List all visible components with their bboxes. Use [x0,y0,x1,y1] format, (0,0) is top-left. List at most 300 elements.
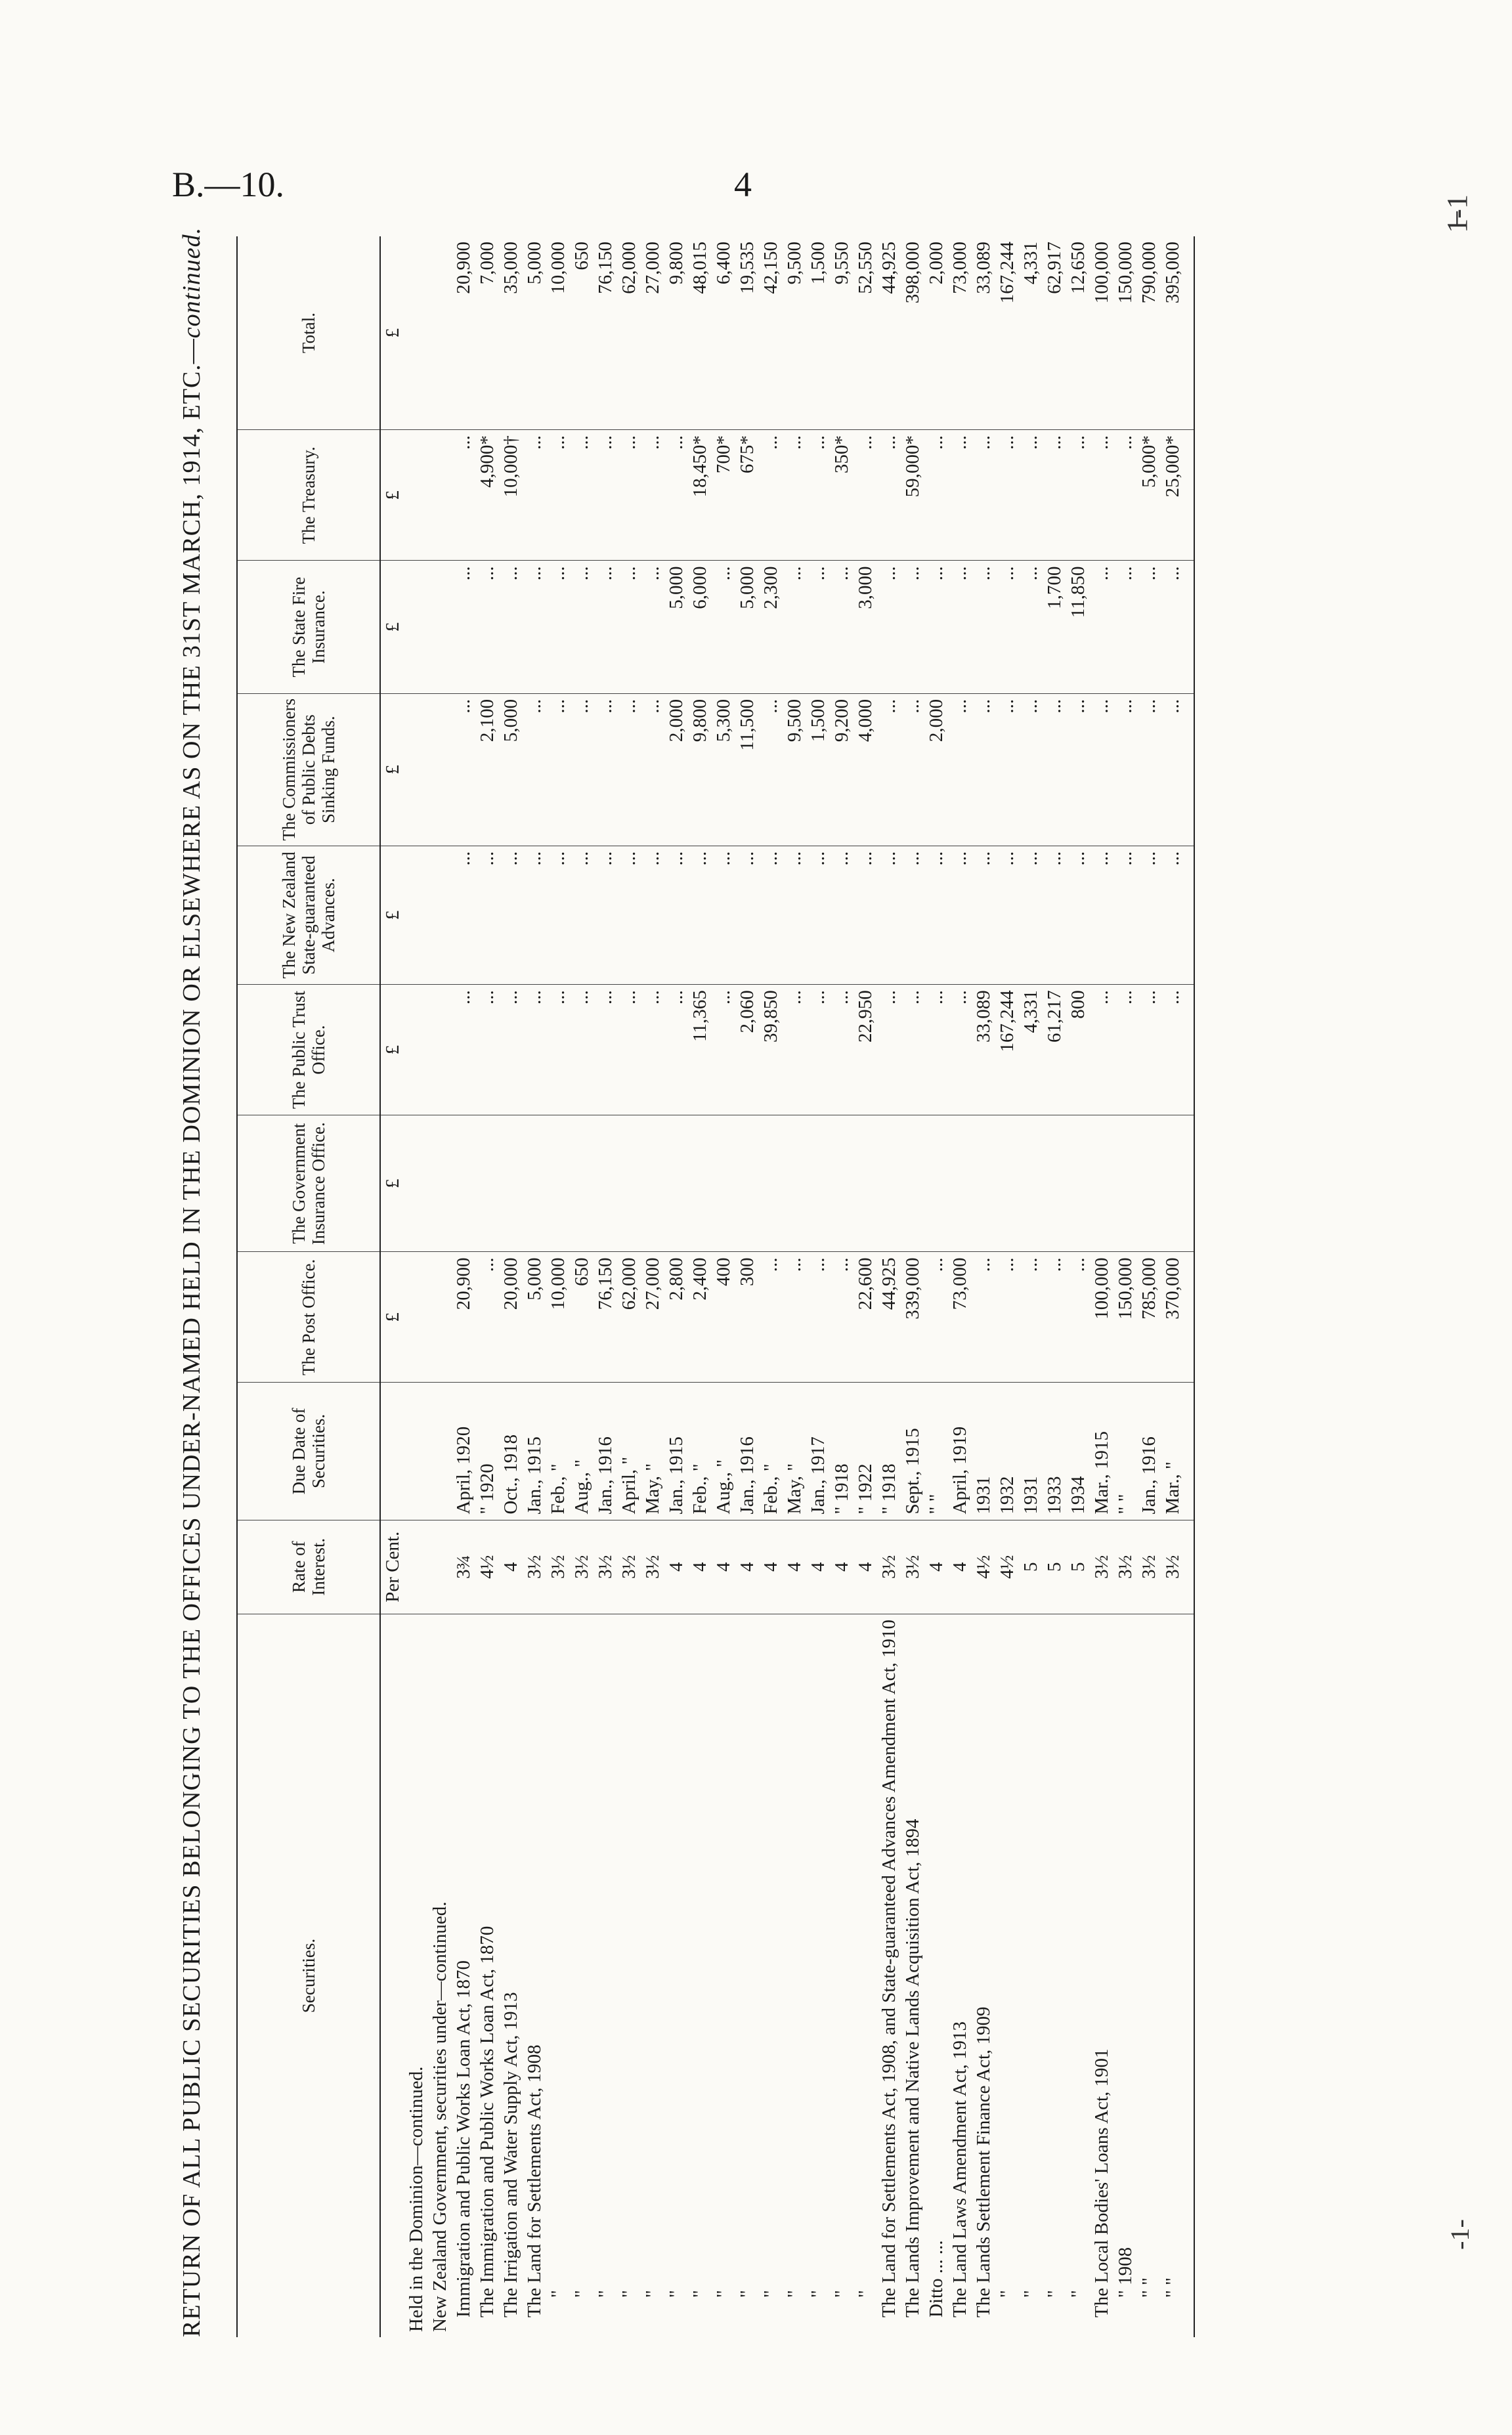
unit-govt-insurance: £ [380,1115,404,1252]
cell-post-office: 62,000 [617,1252,641,1383]
cell-rate: 4½ [972,1520,995,1614]
cell-treasury: ... [1090,430,1113,561]
cell-commissioners: ... [617,693,641,846]
cell-post-office: 44,925 [877,1252,901,1383]
cell-due-date: May, " [641,1383,664,1520]
cell-govt-insurance [546,1115,570,1252]
cell-commissioners: ... [1043,693,1066,846]
section-nzg-label: New Zealand Government, securities under—continued. [429,1901,450,2332]
cell-commissioners: ... [1161,693,1194,846]
cell-nz-state: ... [688,846,712,985]
cell-securities: " " [1161,1614,1194,2337]
cell-state-fire: ... [523,561,546,693]
cell-state-fire: 11,850 [1066,561,1090,693]
cell-public-trust: ... [830,985,853,1115]
cell-commissioners: 4,000 [853,693,877,846]
cell-rate: 3½ [1161,1520,1194,1614]
unit-post-office: £ [380,1252,404,1383]
cell-post-office: 300 [735,1252,759,1383]
cell-total: 395,000 [1161,236,1194,430]
cell-securities: The Irrigation and Water Supply Act, 1913 [500,1992,521,2317]
cell-post-office: 2,800 [664,1252,688,1383]
table-row [759,236,783,2337]
cell-due-date: 1934 [1066,1383,1090,1520]
cell-commissioners: ... [995,693,1019,846]
cell-securities: " [831,2290,852,2298]
cell-govt-insurance [995,1115,1019,1252]
cell-total: 76,150 [594,236,617,430]
cell-treasury: ... [924,430,948,561]
cell-securities: " [1044,2290,1065,2298]
cell-commissioners: ... [901,693,924,846]
cell-total: 1,500 [806,236,830,430]
cell-govt-insurance [452,1115,475,1252]
cell-total: 12,650 [1066,236,1090,430]
cell-govt-insurance [972,1115,995,1252]
cell-due-date: Feb., " [759,1383,783,1520]
cell-state-fire: 5,000 [664,561,688,693]
cell-govt-insurance [499,1115,523,1252]
cell-treasury: ... [759,430,783,561]
cell-treasury: ... [1066,430,1090,561]
table-row [523,236,546,2337]
cell-state-fire: 5,000 [735,561,759,693]
rotated-table-page [177,226,1346,2337]
cell-securities: " [666,2290,687,2298]
section-held-label: Held in the Dominion—continued. [406,2066,427,2332]
cell-securities: " " [1138,2277,1159,2298]
cell-securities: Ditto ... ... [926,2240,947,2317]
cell-rate: 4½ [995,1520,1019,1614]
cell-post-office: ... [759,1252,783,1383]
cell-commissioners: ... [523,693,546,846]
cell-securities: " [855,2290,876,2298]
cell-due-date: Mar., 1915 [1090,1383,1113,1520]
cell-public-trust: ... [806,985,830,1115]
cell-govt-insurance [1113,1115,1137,1252]
cell-due-date: Feb., " [546,1383,570,1520]
cell-securities: " [642,2290,663,2298]
cell-nz-state: ... [924,846,948,985]
cell-state-fire: ... [570,561,594,693]
table-row [783,236,806,2337]
cell-securities: The Land for Settlements Act, 1908, and State-guaranteed Advances Amendment Act, 1910 [878,1619,899,2317]
cell-securities: " [618,2290,639,2298]
cell-rate: 3½ [877,1520,901,1614]
cell-post-office: 22,600 [853,1252,877,1383]
cell-public-trust: ... [617,985,641,1115]
cell-rate: 3¾ [452,1520,475,1614]
cell-govt-insurance [1043,1115,1066,1252]
unit-nz-state: £ [380,846,404,985]
cell-commissioners: 1,500 [806,693,830,846]
cell-securities: " [737,2290,758,2298]
cell-securities: " [1020,2290,1041,2298]
cell-state-fire: ... [1019,561,1043,693]
cell-securities: The Lands Improvement and Native Lands Acquisition Act, 1894 [902,1819,923,2317]
cell-state-fire: ... [830,561,853,693]
table-title-continued: continued. [178,226,205,339]
cell-state-fire: ... [1113,561,1137,693]
cell-state-fire: ... [995,561,1019,693]
cell-govt-insurance [617,1115,641,1252]
cell-govt-insurance [570,1115,594,1252]
cell-due-date: Jan., 1916 [594,1383,617,1520]
cell-govt-insurance [1019,1115,1043,1252]
cell-rate: 4 [806,1520,830,1614]
cell-nz-state: ... [712,846,735,985]
table-body [380,236,1194,2337]
cell-state-fire: ... [641,561,664,693]
cell-treasury: ... [594,430,617,561]
cell-post-office: ... [1019,1252,1043,1383]
cell-state-fire: ... [499,561,523,693]
cell-treasury: ... [853,430,877,561]
cell-nz-state: ... [1019,846,1043,985]
cell-nz-state: ... [1043,846,1066,985]
cell-due-date: May, " [783,1383,806,1520]
table-row [901,236,924,2337]
cell-due-date: 1932 [995,1383,1019,1520]
table-row [948,236,972,2337]
cell-total: 7,000 [475,236,499,430]
cell-nz-state: ... [948,846,972,985]
cell-total: 27,000 [641,236,664,430]
cell-state-fire: ... [948,561,972,693]
cell-nz-state: ... [523,846,546,985]
cell-state-fire: ... [877,561,901,693]
cell-post-office: 100,000 [1090,1252,1113,1383]
cell-state-fire: ... [475,561,499,693]
cell-total: 9,800 [664,236,688,430]
unit-treasury: £ [380,430,404,561]
cell-treasury: ... [1019,430,1043,561]
cell-rate: 4 [924,1520,948,1614]
cell-commissioners: ... [948,693,972,846]
cell-treasury: 675* [735,430,759,561]
cell-post-office: 76,150 [594,1252,617,1383]
cell-public-trust: ... [570,985,594,1115]
cell-treasury: ... [523,430,546,561]
col-treasury: The Treasury. [237,430,380,561]
cell-nz-state: ... [641,846,664,985]
page-header [0,164,1512,217]
col-rate: Rate of Interest. [237,1520,380,1614]
table-row [570,236,594,2337]
cell-public-trust: ... [1137,985,1161,1115]
cell-govt-insurance [641,1115,664,1252]
cell-securities: " [689,2290,710,2298]
cell-due-date: Mar., " [1161,1383,1194,1520]
cell-treasury: 700* [712,430,735,561]
cell-nz-state: ... [853,846,877,985]
table-row [688,236,712,2337]
cell-due-date: Aug., " [570,1383,594,1520]
cell-govt-insurance [759,1115,783,1252]
table-row [1090,236,1113,2337]
cell-securities: " [713,2290,734,2298]
cell-commissioners: 5,300 [712,693,735,846]
cell-due-date: " 1918 [877,1383,901,1520]
cell-post-office: 2,400 [688,1252,712,1383]
cell-total: 48,015 [688,236,712,430]
cell-rate: 4 [759,1520,783,1614]
table-row [641,236,664,2337]
cell-rate: 4 [948,1520,972,1614]
col-public-trust: The Public Trust Office. [237,985,380,1115]
table-row [877,236,901,2337]
cell-public-trust: 800 [1066,985,1090,1115]
cell-commissioners: 9,800 [688,693,712,846]
cell-nz-state: ... [972,846,995,985]
cell-total: 398,000 [901,236,924,430]
cell-total: 2,000 [924,236,948,430]
table-row [617,236,641,2337]
cell-commissioners: ... [1066,693,1090,846]
cell-securities: The Land Laws Amendment Act, 1913 [949,2021,970,2317]
cell-public-trust: ... [1090,985,1113,1115]
cell-rate: 5 [1043,1520,1066,1614]
section-row [404,236,428,2337]
cell-commissioners: ... [570,693,594,846]
cell-rate: 3½ [523,1520,546,1614]
table-row [1137,236,1161,2337]
cell-due-date: April, 1920 [452,1383,475,1520]
cell-nz-state: ... [617,846,641,985]
cell-govt-insurance [664,1115,688,1252]
cell-nz-state: ... [735,846,759,985]
cell-total: 4,331 [1019,236,1043,430]
cell-treasury: ... [972,430,995,561]
cell-public-trust: ... [664,985,688,1115]
cell-post-office: ... [972,1252,995,1383]
cell-nz-state: ... [759,846,783,985]
cell-rate: 3½ [1090,1520,1113,1614]
cell-due-date: Jan., 1916 [1137,1383,1161,1520]
cell-securities: The Immigration and Public Works Loan Act, 1870 [477,1926,498,2317]
cell-public-trust: ... [877,985,901,1115]
cell-govt-insurance [1137,1115,1161,1252]
cell-post-office: 650 [570,1252,594,1383]
cell-commissioners: ... [1137,693,1161,846]
cell-due-date: " " [924,1383,948,1520]
cell-securities: " [760,2290,781,2298]
cell-rate: 3½ [1137,1520,1161,1614]
cell-state-fire: ... [783,561,806,693]
cell-nz-state: ... [499,846,523,985]
col-govt-insurance: The Government Insurance Office. [237,1115,380,1252]
margin-mark: 1̶-1 [1440,194,1473,233]
cell-post-office: ... [806,1252,830,1383]
cell-treasury: ... [452,430,475,561]
cell-govt-insurance [853,1115,877,1252]
cell-securities: Immigration and Public Works Loan Act, 1870 [453,1960,474,2317]
cell-post-office: 400 [712,1252,735,1383]
cell-public-trust: ... [712,985,735,1115]
page-reference: B.—10. [172,165,285,204]
cell-public-trust: ... [1161,985,1194,1115]
cell-due-date: Jan., 1917 [806,1383,830,1520]
cell-total: 62,000 [617,236,641,430]
cell-total: 6,400 [712,236,735,430]
cell-treasury: ... [1043,430,1066,561]
cell-commissioners: 2,100 [475,693,499,846]
cell-public-trust: ... [594,985,617,1115]
col-total: Total. [237,236,380,430]
cell-total: 35,000 [499,236,523,430]
cell-commissioners: 2,000 [924,693,948,846]
unit-rate: Per Cent. [380,1520,404,1614]
cell-rate: 5 [1066,1520,1090,1614]
cell-public-trust: ... [452,985,475,1115]
cell-nz-state: ... [475,846,499,985]
cell-rate: 3½ [641,1520,664,1614]
table-row [475,236,499,2337]
table-row [452,236,475,2337]
cell-govt-insurance [1161,1115,1194,1252]
cell-commissioners: 5,000 [499,693,523,846]
cell-treasury: 5,000* [1137,430,1161,561]
cell-due-date: Jan., 1916 [735,1383,759,1520]
cell-rate: 4 [783,1520,806,1614]
cell-govt-insurance [712,1115,735,1252]
cell-state-fire: ... [452,561,475,693]
cell-nz-state: ... [877,846,901,985]
table-row [1161,236,1194,2337]
table-row [712,236,735,2337]
margin-mark: -1- [1444,2219,1475,2250]
cell-nz-state: ... [806,846,830,985]
cell-nz-state: ... [1161,846,1194,985]
cell-total: 5,000 [523,236,546,430]
table-row [853,236,877,2337]
section-row [428,236,452,2337]
cell-treasury: ... [948,430,972,561]
cell-govt-insurance [901,1115,924,1252]
cell-rate: 4 [853,1520,877,1614]
cell-treasury: 25,000* [1161,430,1194,561]
cell-treasury: 59,000* [901,430,924,561]
cell-post-office: ... [1066,1252,1090,1383]
table-title [177,226,230,2337]
cell-post-office: ... [783,1252,806,1383]
cell-commissioners: 11,500 [735,693,759,846]
cell-nz-state: ... [995,846,1019,985]
cell-govt-insurance [523,1115,546,1252]
cell-public-trust: ... [546,985,570,1115]
cell-post-office: 20,000 [499,1252,523,1383]
cell-state-fire: 3,000 [853,561,877,693]
cell-state-fire: ... [806,561,830,693]
cell-treasury: ... [995,430,1019,561]
cell-nz-state: ... [664,846,688,985]
cell-commissioners: ... [759,693,783,846]
securities-table [236,236,1195,2337]
cell-commissioners: ... [1113,693,1137,846]
cell-public-trust: ... [924,985,948,1115]
col-post-office: The Post Office. [237,1252,380,1383]
unit-state-fire: £ [380,561,404,693]
cell-post-office: ... [830,1252,853,1383]
table-row [830,236,853,2337]
cell-securities: " [997,2290,1018,2298]
cell-nz-state: ... [783,846,806,985]
cell-govt-insurance [948,1115,972,1252]
cell-commissioners: ... [641,693,664,846]
cell-rate: 4 [735,1520,759,1614]
cell-total: 20,900 [452,236,475,430]
cell-public-trust: 2,060 [735,985,759,1115]
cell-nz-state: ... [1137,846,1161,985]
cell-state-fire: ... [1137,561,1161,693]
cell-total: 790,000 [1137,236,1161,430]
table-row [735,236,759,2337]
cell-treasury: ... [783,430,806,561]
cell-due-date: Sept., 1915 [901,1383,924,1520]
cell-post-office: ... [475,1252,499,1383]
cell-treasury: 350* [830,430,853,561]
cell-nz-state: ... [546,846,570,985]
cell-total: 19,535 [735,236,759,430]
cell-treasury: ... [877,430,901,561]
cell-post-office: ... [924,1252,948,1383]
cell-rate: 4 [688,1520,712,1614]
cell-securities: " [808,2290,829,2298]
col-securities: Securities. [237,1614,380,2337]
cell-govt-insurance [735,1115,759,1252]
cell-post-office: 27,000 [641,1252,664,1383]
cell-commissioners: ... [594,693,617,846]
cell-govt-insurance [688,1115,712,1252]
cell-state-fire: ... [594,561,617,693]
cell-total: 73,000 [948,236,972,430]
cell-securities: The Lands Settlement Finance Act, 1909 [973,2006,994,2317]
cell-commissioners: 9,200 [830,693,853,846]
unit-total: £ [380,236,404,430]
cell-govt-insurance [1066,1115,1090,1252]
cell-treasury: ... [1113,430,1137,561]
cell-state-fire: ... [901,561,924,693]
cell-due-date: " 1920 [475,1383,499,1520]
cell-public-trust: ... [783,985,806,1115]
table-row [995,236,1019,2337]
cell-rate: 3½ [570,1520,594,1614]
cell-post-office: ... [995,1252,1019,1383]
units-row [380,236,404,2337]
cell-state-fire: 2,300 [759,561,783,693]
cell-public-trust: ... [641,985,664,1115]
cell-post-office: 5,000 [523,1252,546,1383]
cell-state-fire: 1,700 [1043,561,1066,693]
col-state-fire: The State Fire Insurance. [237,561,380,693]
cell-securities: The Local Bodies' Loans Act, 1901 [1091,2048,1112,2317]
cell-public-trust: ... [523,985,546,1115]
cell-commissioners: ... [1019,693,1043,846]
cell-treasury: ... [570,430,594,561]
cell-due-date: 1933 [1043,1383,1066,1520]
cell-commissioners: ... [972,693,995,846]
table-row [664,236,688,2337]
cell-govt-insurance [806,1115,830,1252]
cell-govt-insurance [594,1115,617,1252]
cell-total: 44,925 [877,236,901,430]
cell-public-trust: ... [1113,985,1137,1115]
cell-state-fire: ... [617,561,641,693]
col-commissioners: The Commissioners of Public Debts Sinking Funds. [237,693,380,846]
cell-post-office: 370,000 [1161,1252,1194,1383]
cell-due-date: " 1922 [853,1383,877,1520]
cell-treasury: ... [806,430,830,561]
